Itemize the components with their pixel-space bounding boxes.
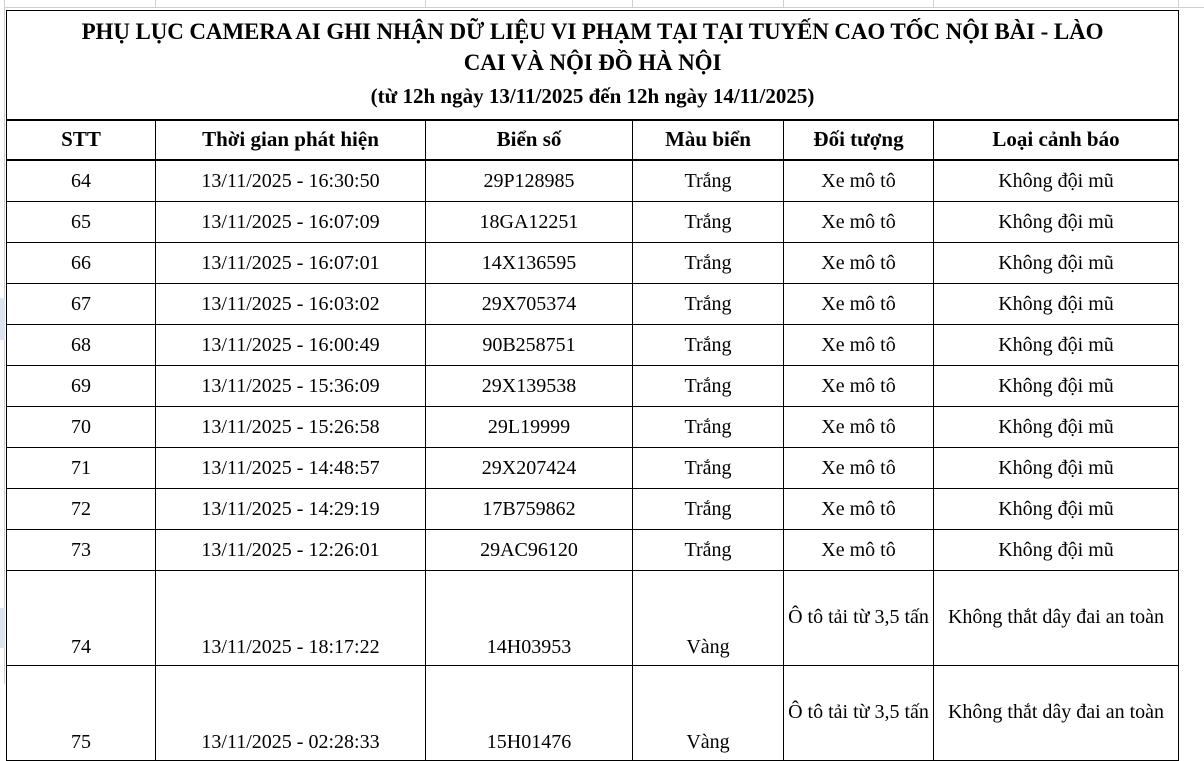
table-row[interactable]	[7, 365, 1179, 406]
cell-license-plate: 29X207424	[426, 447, 633, 488]
table-row[interactable]	[7, 529, 1179, 570]
cell-license-plate: 29X139538	[426, 365, 633, 406]
sheet-gridline-vertical	[632, 0, 633, 8]
cell-stt: 73	[7, 529, 156, 570]
cell-plate-color: Vàng	[633, 570, 784, 665]
report-title-line-2: CAI VÀ NỘI ĐỒ HÀ NỘI	[463, 49, 722, 75]
cell-warning-type: Không đội mũ	[934, 283, 1179, 324]
cell-plate-color: Vàng	[633, 665, 784, 760]
table-row[interactable]	[7, 665, 1179, 760]
sheet-gridline-vertical	[783, 0, 784, 8]
column-header-stt[interactable]: STT	[7, 120, 156, 160]
cell-plate-color: Trắng	[633, 488, 784, 529]
sheet-gridline-horizontal	[0, 7, 1204, 8]
cell-license-plate: 29P128985	[426, 160, 633, 202]
cell-license-plate: 17B759862	[426, 488, 633, 529]
cell-plate-color: Trắng	[633, 365, 784, 406]
sheet-gridline-vertical	[933, 0, 934, 8]
cell-stt: 68	[7, 324, 156, 365]
cell-license-plate: 15H01476	[426, 665, 633, 760]
cell-detection-time: 13/11/2025 - 18:17:22	[156, 570, 426, 665]
table-row[interactable]	[7, 406, 1179, 447]
table-row[interactable]	[7, 488, 1179, 529]
cell-license-plate: 14X136595	[426, 242, 633, 283]
cell-object: Xe mô tô	[784, 447, 934, 488]
cell-license-plate: 29AC96120	[426, 529, 633, 570]
cell-warning-type: Không đội mũ	[934, 529, 1179, 570]
cell-object: Xe mô tô	[784, 201, 934, 242]
cell-detection-time: 13/11/2025 - 15:26:58	[156, 406, 426, 447]
cell-warning-type: Không đội mũ	[934, 447, 1179, 488]
cell-object: Xe mô tô	[784, 529, 934, 570]
report-title-cell	[7, 11, 1179, 120]
title-row	[7, 11, 1179, 120]
column-header-license-plate[interactable]: Biển số	[426, 120, 633, 160]
cell-license-plate: 29X705374	[426, 283, 633, 324]
cell-warning-type: Không đội mũ	[934, 242, 1179, 283]
table-body	[7, 11, 1179, 761]
report-document	[6, 10, 1178, 761]
cell-stt: 67	[7, 283, 156, 324]
sheet-gridline-vertical	[425, 0, 426, 8]
cell-detection-time: 13/11/2025 - 02:28:33	[156, 665, 426, 760]
cell-warning-type: Không đội mũ	[934, 365, 1179, 406]
cell-detection-time: 13/11/2025 - 16:00:49	[156, 324, 426, 365]
cell-detection-time: 13/11/2025 - 16:30:50	[156, 160, 426, 202]
cell-stt: 64	[7, 160, 156, 202]
cell-license-plate: 90B258751	[426, 324, 633, 365]
cell-warning-type: Không thắt dây đai an toàn	[934, 665, 1179, 760]
column-header-detection-time[interactable]: Thời gian phát hiện	[156, 120, 426, 160]
row-header-gutter[interactable]	[0, 0, 5, 684]
column-header-warning-type[interactable]: Loại cảnh báo	[934, 120, 1179, 160]
cell-license-plate: 29L19999	[426, 406, 633, 447]
cell-plate-color: Trắng	[633, 201, 784, 242]
cell-warning-type: Không đội mũ	[934, 201, 1179, 242]
cell-plate-color: Trắng	[633, 447, 784, 488]
cell-stt: 69	[7, 365, 156, 406]
table-row[interactable]	[7, 570, 1179, 665]
column-header-object[interactable]: Đối tượng	[784, 120, 934, 160]
cell-warning-type: Không đội mũ	[934, 160, 1179, 202]
cell-object: Ô tô tải từ 3,5 tấn	[784, 570, 934, 665]
cell-detection-time: 13/11/2025 - 14:29:19	[156, 488, 426, 529]
report-subtitle: (từ 12h ngày 13/11/2025 đến 12h ngày 14/11/2025)	[370, 84, 815, 109]
cell-object: Xe mô tô	[784, 324, 934, 365]
sheet-gridline-vertical	[155, 0, 156, 8]
cell-object: Xe mô tô	[784, 283, 934, 324]
cell-stt: 71	[7, 447, 156, 488]
column-header-plate-color[interactable]: Màu biển	[633, 120, 784, 160]
cell-warning-type: Không thắt dây đai an toàn	[934, 570, 1179, 665]
cell-object: Xe mô tô	[784, 406, 934, 447]
sheet-gridline-vertical	[1178, 0, 1179, 8]
cell-object: Xe mô tô	[784, 488, 934, 529]
cell-license-plate: 14H03953	[426, 570, 633, 665]
cell-object: Xe mô tô	[784, 242, 934, 283]
cell-detection-time: 13/11/2025 - 14:48:57	[156, 447, 426, 488]
cell-object: Ô tô tải từ 3,5 tấn	[784, 665, 934, 760]
cell-detection-time: 13/11/2025 - 15:36:09	[156, 365, 426, 406]
cell-warning-type: Không đội mũ	[934, 324, 1179, 365]
table-row[interactable]	[7, 447, 1179, 488]
cell-warning-type: Không đội mũ	[934, 488, 1179, 529]
cell-plate-color: Trắng	[633, 283, 784, 324]
cell-plate-color: Trắng	[633, 160, 784, 202]
table-row[interactable]	[7, 201, 1179, 242]
table-row[interactable]	[7, 324, 1179, 365]
cell-plate-color: Trắng	[633, 406, 784, 447]
violation-report-table	[6, 10, 1179, 761]
cell-object: Xe mô tô	[784, 365, 934, 406]
cell-plate-color: Trắng	[633, 324, 784, 365]
table-row[interactable]	[7, 283, 1179, 324]
cell-stt: 75	[7, 665, 156, 760]
cell-detection-time: 13/11/2025 - 16:07:09	[156, 201, 426, 242]
cell-detection-time: 13/11/2025 - 16:07:01	[156, 242, 426, 283]
table-row[interactable]	[7, 242, 1179, 283]
row-header-selection-highlight	[0, 298, 5, 340]
cell-stt: 70	[7, 406, 156, 447]
cell-plate-color: Trắng	[633, 242, 784, 283]
cell-warning-type: Không đội mũ	[934, 406, 1179, 447]
cell-license-plate: 18GA12251	[426, 201, 633, 242]
cell-object: Xe mô tô	[784, 160, 934, 202]
cell-stt: 72	[7, 488, 156, 529]
cell-stt: 66	[7, 242, 156, 283]
table-row[interactable]	[7, 160, 1179, 202]
cell-stt: 74	[7, 570, 156, 665]
row-header-selection-highlight	[0, 608, 5, 648]
table-header-row	[7, 120, 1179, 160]
report-title-line-1: PHỤ LỤC CAMERA AI GHI NHẬN DỮ LIỆU VI PHẠM TẠI TẠI TUYẾN CAO TỐC NỘI BÀI - LÀO	[81, 19, 1104, 44]
cell-stt: 65	[7, 201, 156, 242]
cell-detection-time: 13/11/2025 - 16:03:02	[156, 283, 426, 324]
cell-plate-color: Trắng	[633, 529, 784, 570]
cell-detection-time: 13/11/2025 - 12:26:01	[156, 529, 426, 570]
